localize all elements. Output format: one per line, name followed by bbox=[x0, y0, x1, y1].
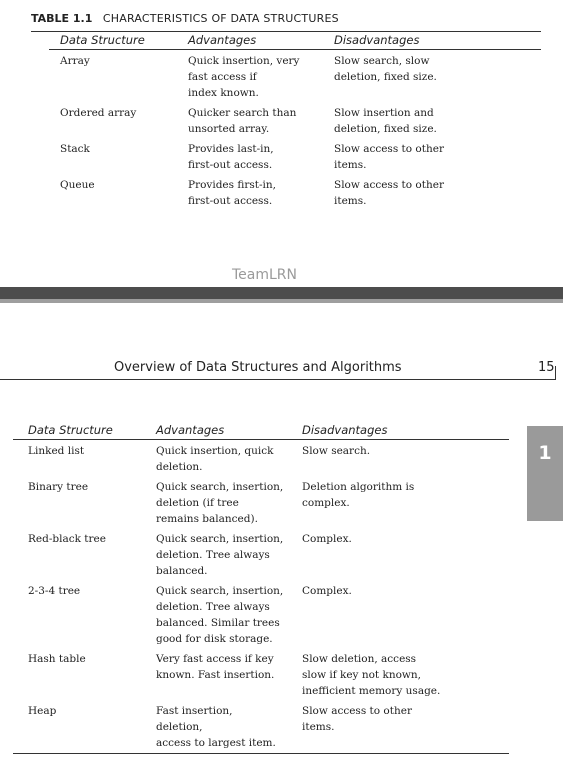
table-title: CHARACTERISTICS OF DATA STRUCTURES bbox=[102, 12, 339, 25]
top-col-header-disadvantages: Disadvantages bbox=[334, 33, 420, 47]
row-advantages bbox=[156, 651, 274, 683]
advantage-line: unsorted array. bbox=[188, 123, 270, 135]
advantage-line: deletion. bbox=[156, 461, 203, 473]
disadvantage-line: items. bbox=[334, 195, 367, 207]
advantage-line: access to largest item. bbox=[156, 737, 276, 749]
bottom-col-header-advantages: Advantages bbox=[156, 423, 225, 437]
row-advantages bbox=[156, 583, 283, 647]
advantage-line: Very fast access if key bbox=[156, 653, 274, 665]
row-structure-name: Queue bbox=[60, 179, 95, 191]
row-structure-name: Linked list bbox=[28, 445, 85, 457]
advantage-line: known. Fast insertion. bbox=[156, 669, 275, 681]
advantage-line: Quick insertion, very bbox=[188, 55, 300, 67]
disadvantage-line: deletion, fixed size. bbox=[334, 123, 437, 135]
watermark: TeamLRN bbox=[232, 267, 298, 283]
disadvantage-line: Complex. bbox=[302, 533, 352, 545]
row-structure-name: Heap bbox=[28, 705, 57, 717]
advantage-line: Fast insertion, bbox=[156, 705, 233, 717]
page-separator bbox=[0, 287, 563, 299]
row-advantages bbox=[188, 105, 296, 137]
disadvantage-line: inefficient memory usage. bbox=[302, 685, 441, 697]
row-structure-name: 2-3-4 tree bbox=[28, 585, 81, 597]
advantage-line: Provides last-in, bbox=[188, 143, 274, 155]
advantage-line: remains balanced). bbox=[156, 513, 258, 525]
row-structure-name: Red-black tree bbox=[28, 533, 106, 545]
advantage-line: fast access if bbox=[188, 71, 257, 83]
row-disadvantages bbox=[302, 703, 412, 735]
advantage-line: index known. bbox=[188, 87, 259, 99]
row-advantages bbox=[188, 177, 276, 209]
advantage-line: deletion (if tree bbox=[156, 497, 239, 509]
page-number: 15 bbox=[538, 360, 555, 375]
chapter-tab-number: 1 bbox=[538, 442, 552, 464]
advantage-line: balanced. bbox=[156, 565, 208, 577]
advantage-line: first-out access. bbox=[188, 195, 273, 207]
disadvantage-line: complex. bbox=[302, 497, 350, 509]
row-advantages bbox=[156, 531, 283, 579]
row-disadvantages bbox=[302, 479, 414, 511]
bottom-table-end-rule bbox=[13, 753, 509, 754]
running-head-tick bbox=[555, 366, 556, 380]
disadvantage-line: items. bbox=[334, 159, 367, 171]
row-structure-name: Ordered array bbox=[60, 107, 137, 119]
disadvantage-line: Slow deletion, access bbox=[302, 653, 417, 665]
disadvantage-line: Slow search, slow bbox=[334, 55, 430, 67]
row-advantages bbox=[156, 443, 273, 475]
advantage-line: Quick insertion, quick bbox=[156, 445, 274, 457]
disadvantage-line: Slow access to other bbox=[334, 179, 444, 191]
row-disadvantages bbox=[334, 177, 444, 209]
advantage-line: Provides first-in, bbox=[188, 179, 276, 191]
row-advantages bbox=[188, 53, 300, 101]
row-advantages bbox=[156, 703, 276, 751]
row-advantages bbox=[188, 141, 274, 173]
running-head: Overview of Data Structures and Algorithms bbox=[114, 360, 402, 375]
table-number: TABLE 1.1 bbox=[31, 12, 93, 25]
disadvantage-line: Slow search. bbox=[302, 445, 371, 457]
page-separator-shadow bbox=[0, 299, 563, 303]
row-disadvantages bbox=[334, 141, 444, 173]
row-advantages bbox=[156, 479, 283, 527]
advantage-line: deletion. Tree always bbox=[156, 601, 270, 613]
advantage-line: deletion, bbox=[156, 721, 203, 733]
disadvantage-line: Slow access to other bbox=[302, 705, 412, 717]
disadvantage-line: Slow insertion and bbox=[334, 107, 434, 119]
disadvantage-line: slow if key not known, bbox=[302, 669, 421, 681]
row-structure-name: Binary tree bbox=[28, 481, 89, 493]
advantage-line: Quick search, insertion, bbox=[156, 533, 284, 545]
disadvantage-line: Deletion algorithm is bbox=[302, 481, 415, 493]
row-structure-name: Array bbox=[60, 55, 90, 67]
top-header-rule bbox=[49, 49, 541, 50]
chapter-tab bbox=[527, 426, 563, 521]
top-col-header-structure: Data Structure bbox=[60, 33, 145, 47]
advantage-line: deletion. Tree always bbox=[156, 549, 270, 561]
row-disadvantages bbox=[334, 105, 437, 137]
table-top-rule bbox=[31, 31, 541, 32]
bottom-col-header-structure: Data Structure bbox=[28, 423, 113, 437]
row-disadvantages bbox=[302, 443, 370, 459]
table-caption bbox=[31, 12, 339, 25]
top-col-header-advantages: Advantages bbox=[188, 33, 257, 47]
advantage-line: balanced. Similar trees bbox=[156, 617, 280, 629]
running-head-rule bbox=[0, 379, 555, 380]
advantage-line: good for disk storage. bbox=[156, 633, 273, 645]
row-disadvantages bbox=[302, 531, 352, 547]
row-disadvantages bbox=[334, 53, 437, 85]
bottom-col-header-disadvantages: Disadvantages bbox=[302, 423, 388, 437]
disadvantage-line: items. bbox=[302, 721, 335, 733]
row-disadvantages bbox=[302, 583, 352, 599]
advantage-line: Quicker search than bbox=[188, 107, 297, 119]
advantage-line: first-out access. bbox=[188, 159, 273, 171]
advantage-line: Quick search, insertion, bbox=[156, 481, 284, 493]
bottom-header-rule bbox=[13, 439, 509, 440]
row-disadvantages bbox=[302, 651, 440, 699]
disadvantage-line: Slow access to other bbox=[334, 143, 444, 155]
advantage-line: Quick search, insertion, bbox=[156, 585, 284, 597]
row-structure-name: Hash table bbox=[28, 653, 86, 665]
row-structure-name: Stack bbox=[60, 143, 90, 155]
disadvantage-line: Complex. bbox=[302, 585, 352, 597]
disadvantage-line: deletion, fixed size. bbox=[334, 71, 437, 83]
